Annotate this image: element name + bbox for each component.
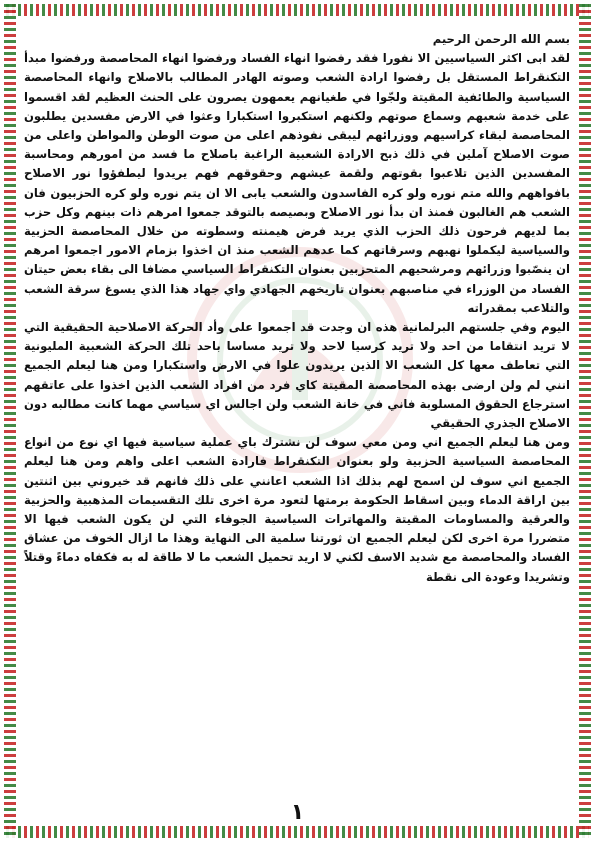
page-number: ١ xyxy=(290,800,305,825)
document-body xyxy=(24,30,570,800)
paragraph: ومن هنا ليعلم الجميع اني ومن معي سوف لن نشترك باي عملية سياسية فيها اي نوع من انواع المحاصصة السياسية الحزبية ولو بعنوان التكنقراط فارادة الشعب اعلى واهم ومن هنا ليعلم الجميع اني سوف لن اسمح لهم بذلك اذا الشعب اعانني على ذلك فانهم قد خيروني بين اثنتين بين اراقة الدماء وبين اسقاط الحكومة برمتها لتعود مرة اخرى تلك التقسيمات المذهبية والحزبية والعرقية والمساومات المقيتة والمهاترات السياسية الجوفاء التي لن يكون الشعب فيها الا متضررا مرة اخرى لكن ليعلم الجميع ان ثورتنا سلمية الى النهاية وهذا ما ازال الخوف من عشاق الفساد والمحاصصة مع شديد الاسف لكني لا اريد تحميل الشعب ما لا طاقة له به فكفاه دماءً وقتلاً وتشريدا وعودة الى نقطة xyxy=(24,435,570,584)
decorative-border-top xyxy=(6,4,589,16)
paragraph: اليوم وفي جلستهم البرلمانية هذه ان وجدت قد اجمعوا على وأد الحركة الاصلاحية الحقيقية التي لا تريد انتقاما من احد ولا تريد كرسيا لاحد ولا تريد مساسا باحد تلك الحركة الشعبية المليونية التي تعاطف معها كل الشعب الا الذين يريدون علوا في الارض واستكبارا ومن هنا ليعلم الجميع انني لم ولن ارضى بهذه المحاصصة المقيتة كاي فرد من افراد الشعب الذين اخذوا على عاتقهم استرجاع الحقوق المسلوبة فاني في خانة الشعب ولن اجالس اي سياسي مهما كانت مطالبه دون الاصلاح الجذري الحقيقي xyxy=(24,320,570,431)
paragraph: لقد ابى اكثر السياسيين الا نفورا فقد رفضوا انهاء الفساد ورفضوا انهاء المحاصصة ورفضوا مبدأ التكنقراط المستقل بل رفضوا ارادة الشعب وصوته الهادر المطالب بالاصلاح وانهاء المحاصصة السياسية والطائفية المقيتة ولجّوا في طغيانهم يعمهون يصرون على الحنث العظيم لقد اقسموا على خدمة شعبهم وسماع صوتهم ولكنهم استكبروا استكبارا وعثوا في الارض مفسدين يطلبون المحاصصة لبقاء كراسيهم ووزرائهم ليبقى نفوذهم اعلى من صوت الوطن والمواطن واعلى من صوت الاصلاح آملين في ذلك ذبح الارادة الشعبية الراغبة باصلاح ما فسد من امورهم ومحاسبة المفسدين الذين تلاعبوا بقوتهم ولقمة عيشهم وحقوقهم فهم يريدوا ليطفؤوا نور الاصلاح بافواههم والله متم نوره ولو كره الفاسدون والشعب يابى الا ان يتم نوره ولو كره الحزبيون فان الشعب هم الغالبون فمنذ ان بدأ نور الاصلاح وبصيصه بالتوقد جمعوا امرهم ذات بينهم وكل حزب بما لديهم فرحون ذلك الحزب الذي يريد فرض هيمنته وسطوته من خلال المحاصصة الحزبية والسياسية ليكملوا نهبهم وسرقاتهم كما عدهم الشعب منذ ان اخذوا بزمام الامور اجمعوا امرهم ان ينصّبوا وزرائهم ومرشحيهم المتحزبين بعنوان التكنقراط السياسي مضافا الى بقاء بعض حيتان الفساد من الوزراء في مناصبهم بعنوان تاريخهم الجهادي واي جهاد هذا الذي يسوغ سرقة الشعب والتلاعب بمقدراته xyxy=(24,51,570,315)
decorative-border-bottom xyxy=(6,826,589,838)
decorative-border-right xyxy=(579,4,591,838)
decorative-border-left xyxy=(4,4,16,838)
basmala-line: بسم الله الرحمن الرحيم xyxy=(432,32,570,46)
